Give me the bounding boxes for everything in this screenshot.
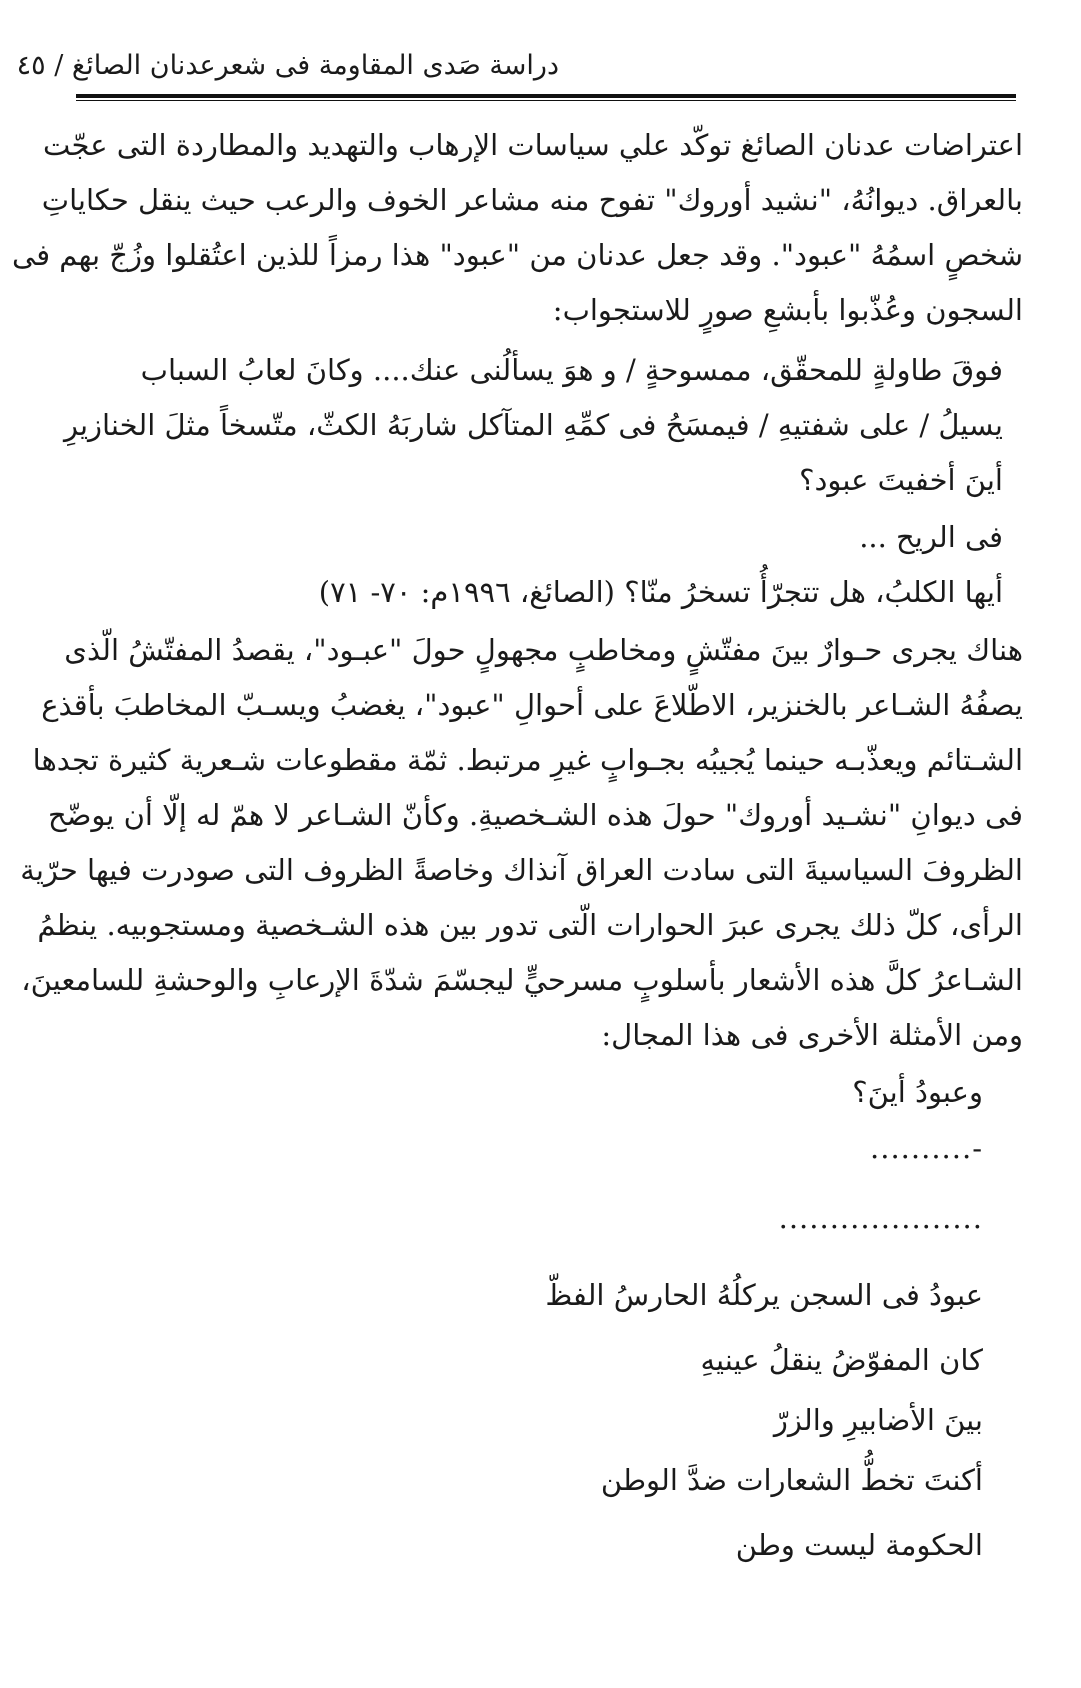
paragraph-line: الظروفَ السياسيةَ التى سادت العراق آنذاك وخاصةً الظروف التى صودرت فيها حرّية [20,853,1023,887]
poem-line: كان المفوّضُ ينقلُ عينيهِ [700,1343,983,1377]
poem-line: أينَ أخفيتَ عبود؟ [799,463,1003,497]
poem-line: بينَ الأضابيرِ والزرّ [773,1403,983,1437]
header-rule [76,94,1016,101]
poem-line: فى الريح ... [859,520,1003,554]
poem-line: الحكومة ليست وطن [735,1528,983,1562]
ellipsis-line: -.......... [870,1131,983,1165]
paragraph-line: هناك يجرى حـوارٌ بينَ مفتّشٍ ومخاطبٍ مجهولٍ حولَ "عبـود"، يقصدُ المفتّشُ الّذى [64,633,1023,667]
poem-line-citation: أيها الكلبُ، هل تتجرّأُ تسخرُ منّا؟ (الصائغ، ١٩٩٦م: ٧٠- ٧١) [318,575,1003,609]
running-header: دراسة صَدى المقاومة فى شعرعدنان الصائغ / ٤٥ [16,50,559,81]
paragraph-line: اعتراضات عدنان الصائغ توكّد علي سياسات الإرهاب والتهديد والمطاردة التى عجّت [43,128,1023,162]
paragraph-line: بالعراق. ديوانُهُ، "نشيد أوروك" تفوح منه مشاعر الخوف والرعب حيث ينقل حكاياتِ [41,183,1023,217]
poem-line: وعبودُ أينَ؟ [852,1075,983,1109]
paragraph-line: الشـتائم ويعذّبـه حينما يُجيبُه بجـوابٍ غيرِ مرتبط. ثمّة مقطوعات شـعرية كثيرة تجدها [32,743,1023,777]
ellipsis-line: .................... [778,1201,983,1235]
paragraph-line: الرأى، كلّ ذلك يجرى عبرَ الحوارات الّتى تدور بين هذه الشـخصية ومستجوبيه. ينظمُ [37,908,1023,942]
poem-line: أكنتَ تخطُّ الشعارات ضدَّ الوطن [600,1463,983,1497]
paragraph-line: يصفُهُ الشـاعر بالخنزير، الاطّلاعَ على أحوالِ "عبود"، يغضبُ ويسـبّ المخاطبَ بأقذع [41,688,1023,722]
paragraph-line: فى ديوانِ "نشـيد أوروك" حولَ هذه الشـخصيةِ. وكأنّ الشـاعر لا همّ له إلّا أن يوضّح [47,798,1023,832]
paragraph-line: ومن الأمثلة الأخرى فى هذا المجال: [601,1018,1023,1052]
poem-line: عبودُ فى السجن يركلُهُ الحارسُ الفظّ [545,1278,983,1312]
paragraph-line: شخصٍ اسمُهُ "عبود". وقد جعل عدنان من "عبود" هذا رمزاً للذين اعتُقلوا وزُجّ بهم فى [12,238,1023,272]
paragraph-line: السجون وعُذّبوا بأبشعِ صورٍ للاستجواب: [552,293,1023,327]
poem-line: يسيلُ / على شفتيهِ / فيمسَحُ فى كمِّهِ المتآكل شاربَهُ الكثّ، متّسخاً مثلَ الخنازيرِ [63,408,1003,442]
poem-line: فوقَ طاولةٍ للمحقّق، ممسوحةٍ / و هوَ يسألُنى عنك.... وكانَ لعابُ السباب [140,353,1003,387]
paragraph-line: الشـاعرُ كلَّ هذه الأشعار بأسلوبٍ مسرحيٍّ ليجسّمَ شدّةَ الإرعابِ والوحشةِ للسامعينَ، [21,963,1023,997]
